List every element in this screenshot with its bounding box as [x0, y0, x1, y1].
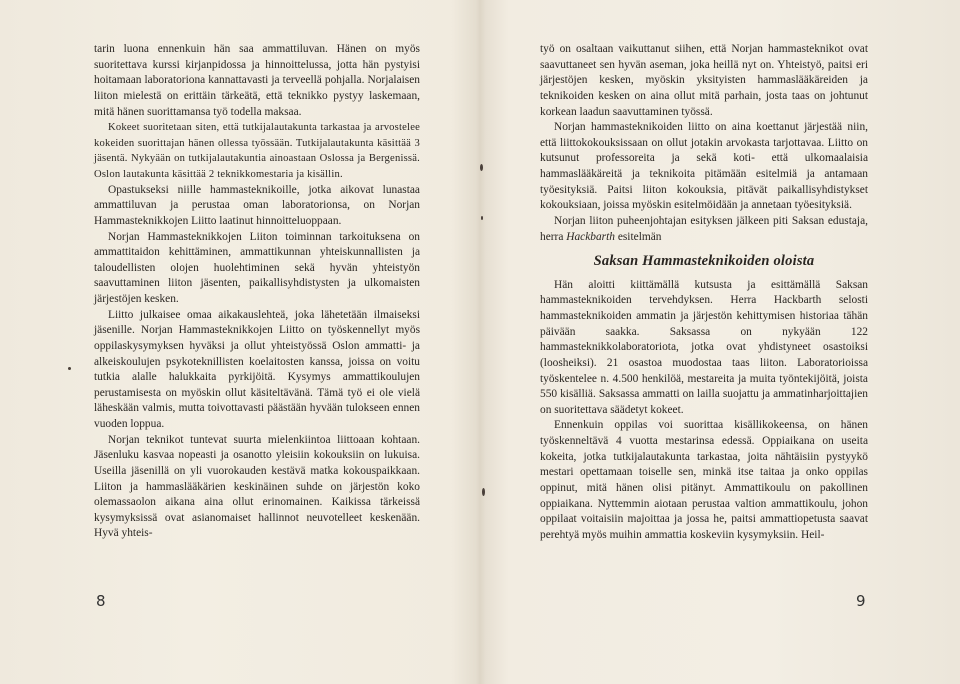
left-paragraph-1: tarin luona ennenkuin hän saa ammattiluvan. Hänen on myös suoritettava kurssi kirjanpidossa ja hinnoittelussa, jotta hän pystyisi hoitamaan laboratoriona kannattavasti ja terveellä pohjalla. Norjalaisen liiton mielestä on erittäin tärkeätä, että teknikko pystyy laskemaan, mitä hänen suorittamansa työ todella maksaa.: [94, 43, 420, 118]
right-paragraph-3: [540, 214, 868, 245]
left-paragraph-2: Kokeet suoritetaan siten, että tutkijalautakunta tarkastaa ja arvostelee kokeiden suorittajan hänen ollessa työssään. Tutkijalautakunta käsittää 3 jäsentä. Nykyään on tutkijalautakuntia ainoastaan Oslossa ja Bergenissä. Oslon lautakunta käsittää 2 teknikkomestaria ja kisällin.: [94, 122, 420, 180]
left-paragraph-4: Norjan Hammasteknikkojen Liiton toiminnan tarkoituksena on ammattitaidon kehittäminen, ammattikunnan yhteiskunnallisten ja taloudellisten olojen huolehtiminen sekä hyvän yhteistyön saavuttaminen liiton jäsenten, paikallisyhdistysten ja ulkomaisten järjestöjen kesken.: [94, 230, 420, 305]
speech-text-after: esitelmän: [614, 230, 662, 243]
ink-speck: [481, 216, 483, 220]
left-paragraph-6: Norjan teknikot tuntevat suurta mielenkiintoa liittoaan kohtaan. Jäsenluku kasvaa nopeasti ja osanotto yleisiin kokouksiin on lukuisa. Useilla jäsenillä on yli vuorokauden kestävä matka kokouspaikkaan. Liiton ja hammaslääkärien keskinäinen suhde on järjestön koko olemassaolon aikana aina ollut erinomainen. Kaikissa tärkeissä kysymyksissä ovat asianomaiset hallinnot neuvotelleet keskenään. Hyvä yhteis-: [94, 433, 420, 540]
right-paragraph-1: työ on osaltaan vaikuttanut siihen, että Norjan hammasteknikot ovat saavuttaneet sen hyvän aseman, joka heillä nyt on. Yhteistyö, paitsi eri järjestöjen kesken, myöskin yksityisten hammaslääkäreiden ja teknikoiden kesken on aina ollut mitä parhain, josta taas on johtunut korkean laadun saavuttaminen työssä.: [540, 43, 868, 118]
right-paragraph-2: Norjan hammasteknikoiden liitto on aina koettanut järjestää niin, että liittokokouksissaan on ollut jotakin arvokasta tarjottavaa. Liitto on kutsunut professoreita ja sekä koti- että ulkomaalaisia hammaslääkäreitä ja teknikoita pitämään esitelmiä ja antamaan työesityksiä. Paitsi liiton kokouksia, pitävät paikallisyhdistykset kokouksiaan, joissa myöskin esitelmöidään ja annetaan työesityksiä.: [540, 121, 868, 212]
left-paragraph-5: Liitto julkaisee omaa aikakauslehteä, joka lähetetään ilmaiseksi jäsenille. Norjan Hammasteknikkojen Liitto on työskennellyt myös oppilaskysymyksen hyväksi ja ollut yhteistyössä Oslon ammatti- ja alkeiskoulujen psykoteknillisten koelaitosten kanssa, joissa on voitu tutkia alalle halukkaita pyrkijöitä. Kysymys ammattikoulujen perustamisesta on myöskin ollut käsiteltävänä. Tämä työ ei ole vielä läheskään valmis, mutta toivottavasti päästään hyvään tulokseen ennen vuoden loppua.: [94, 308, 420, 430]
right-paragraph-4: Hän aloitti kiittämällä kutsusta ja esittämällä Saksan hammasteknikoiden tervehdyksen. Herra Hackbarth selosti hammasteknikoiden ammatin ja järjestön kehittymisen historiaa tähän päivään saakka. Saksassa on nykyään 122 hammasteknikkolaboratoriota, jotka ovat yhdistyneet osastoiksi (loosheiksi). 21 osastoa muodostaa taas liiton. Laboratorioissa työskentelee n. 4.500 henkilöä, mestareita ja muita työntekijöitä, joista 550 kisälliä. Saksassa ammatti on lailla suojattu ja ammatinharjoittajien on suoritettava säädetyt kokeet.: [540, 278, 868, 416]
ink-speck: [482, 488, 485, 496]
speech-text-before: Norjan liiton puheenjohtajan esityksen jälkeen piti Saksan edustaja, herra: [540, 214, 868, 243]
ink-speck: [68, 367, 71, 370]
left-page-text: [94, 42, 420, 542]
speaker-name: Hackbarth: [566, 230, 615, 243]
page-number-left: 8: [96, 592, 106, 610]
ink-speck: [480, 164, 483, 171]
right-page-text: [540, 42, 868, 543]
section-heading: Saksan Hammasteknikoiden oloista: [593, 253, 815, 270]
right-paragraph-5: Ennenkuin oppilas voi suorittaa kisällikokeensa, on hänen työskenneltävä 4 vuotta mestarinsa edessä. Oppiaikana on useita kokeita, jotka tutkijalautakunta tarkastaa, joita nähtäisiin pystyykö mestari opettamaan toiselle sen, minkä itse taitaa ja onko oppilas oppinut, mitä hänen olisi pitänyt. Ammattikoulu on pakollinen oppiaikana. Nyttemmin aiotaan perustaa valtion ammattikoulu, johon oppilaat voitaisiin majoittaa ja jossa he, paitsi ammattiopetusta saavat perehtyä myös muihin ammattia koskeviin kysymyksiin. Heil-: [540, 419, 868, 541]
page-number-right: 9: [856, 592, 866, 610]
left-paragraph-3: Opastukseksi niille hammasteknikoille, jotka aikovat lunastaa ammattiluvan ja perustaa oman laboratorionsa, on Norjan Hammasteknikkojen Liitto laatinut hinnoitteluoppaan.: [94, 183, 420, 227]
